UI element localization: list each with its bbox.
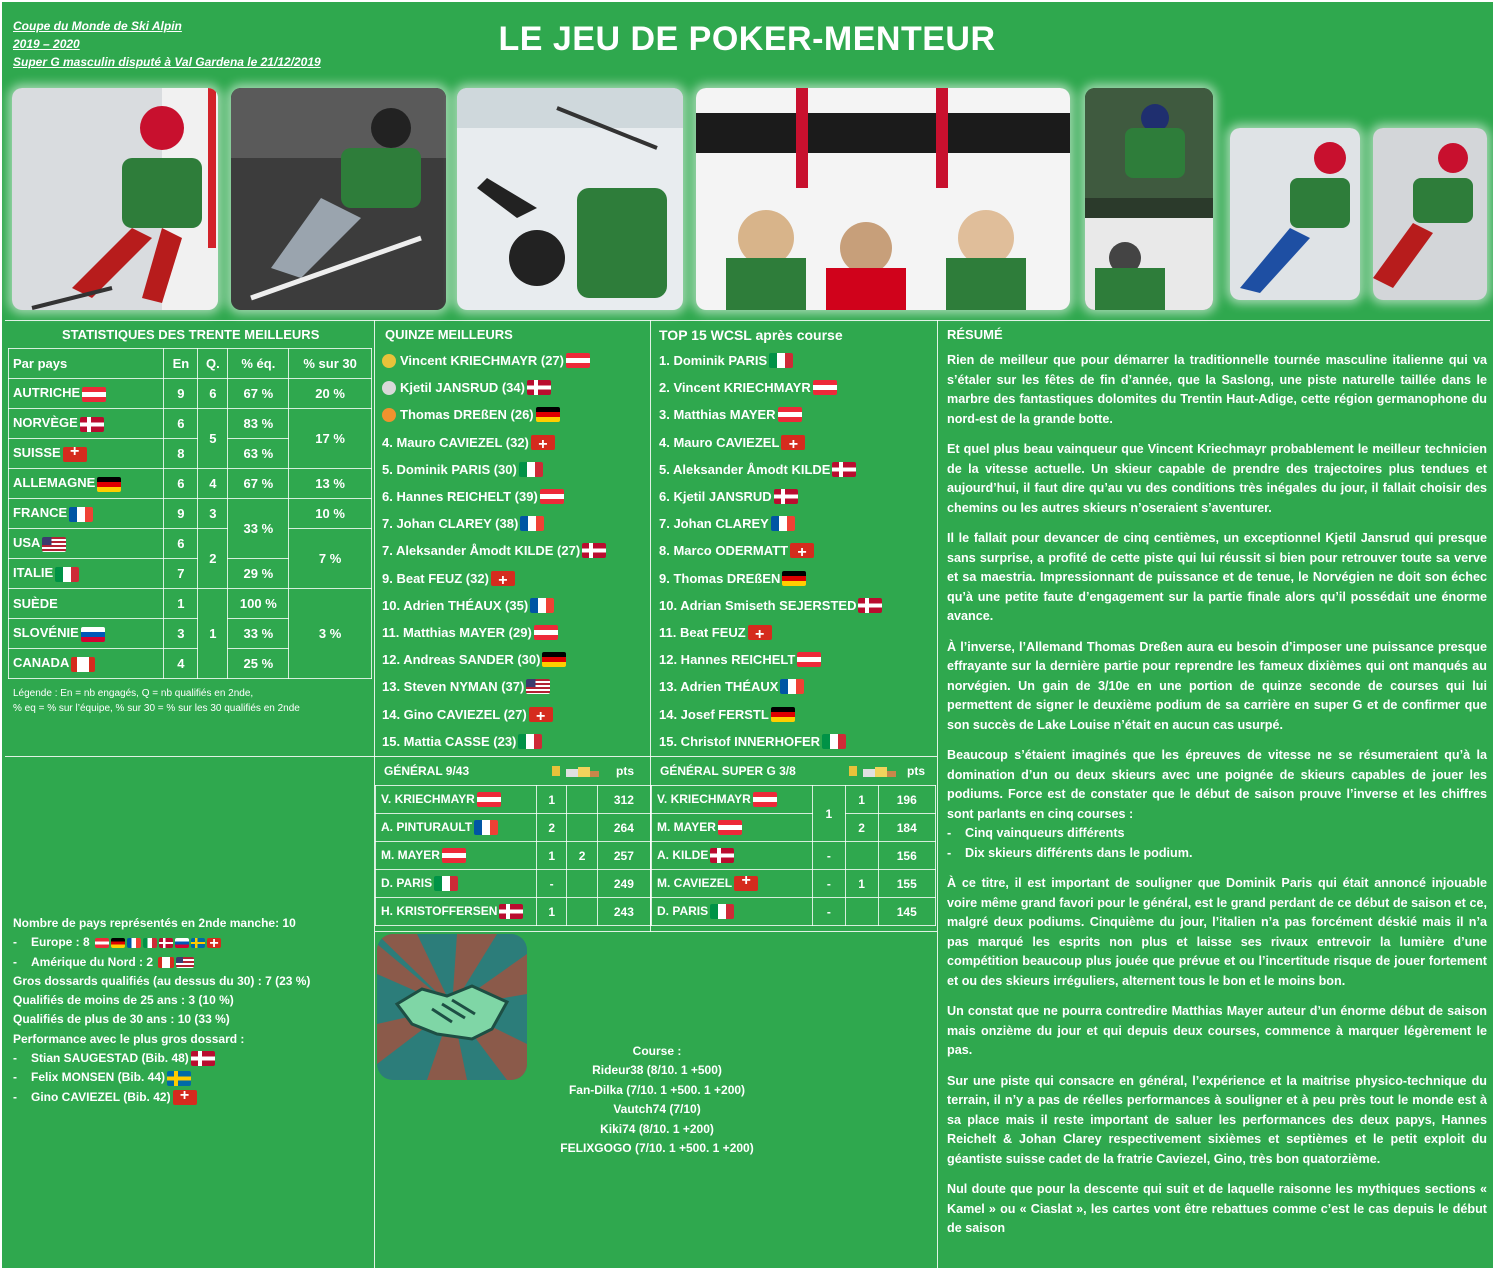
gen-v: 1 <box>537 786 567 814</box>
gen-p: 2 <box>567 842 597 870</box>
switzerland-flag-icon <box>207 938 221 948</box>
athlete-name: M. MAYER <box>381 847 440 862</box>
gen-pts: 249 <box>597 870 650 898</box>
athlete-name: D. PARIS <box>657 903 709 918</box>
list-item-text: 11. Matthias MAYER (29) <box>382 624 532 640</box>
austria-flag-icon <box>813 380 837 395</box>
norway-flag-icon <box>159 938 173 948</box>
france-flag-icon <box>780 679 804 694</box>
gen-pts: 184 <box>878 814 936 842</box>
list-item <box>382 510 647 537</box>
table-row <box>652 814 936 842</box>
silver-medal-icon <box>382 381 396 395</box>
list-item: - Cinq vainqueurs différents <box>965 824 1487 844</box>
stats-q: 4 <box>198 469 228 499</box>
table-row <box>376 842 651 870</box>
general-table <box>375 785 651 926</box>
table-row <box>9 499 372 529</box>
usa-flag-icon <box>176 957 194 968</box>
norway-flag-icon <box>527 380 551 395</box>
trophy-podium-icon <box>550 764 600 778</box>
list-item-text: 4. Mauro CAVIEZEL (32) <box>382 434 529 450</box>
switzerland-flag-icon <box>173 1090 197 1105</box>
austria-flag-icon <box>566 353 590 368</box>
list-item <box>13 1068 373 1087</box>
list-item: Fan-Dilka (7/10. 1 +500. 1 +200) <box>568 1082 746 1097</box>
italy-flag-icon <box>518 734 542 749</box>
list-item <box>659 700 934 727</box>
photo-skier-austria <box>12 88 218 310</box>
gen-pts: 257 <box>597 842 650 870</box>
stats-eq: 67 % <box>228 469 289 499</box>
gen-pts: 312 <box>597 786 650 814</box>
stats-en: 8 <box>164 439 198 469</box>
list-item <box>659 374 934 401</box>
course-block <box>482 1042 832 1158</box>
list-item <box>659 619 934 646</box>
athlete-name: V. KRIECHMAYR <box>381 791 475 806</box>
facts-europe-text: Europe : 8 <box>31 935 90 950</box>
gen-v: 1 <box>813 786 846 842</box>
switzerland-flag-icon <box>781 435 805 450</box>
list-item <box>382 537 647 564</box>
stats-s30: 17 % <box>289 409 372 469</box>
list-item <box>659 728 934 755</box>
usa-flag-icon <box>526 679 550 694</box>
stats-en: 6 <box>164 529 198 559</box>
resume-paragraph: À l’inverse, l’Allemand Thomas Dreßen aura eu besoin d’imposer une puissance presque effrayante sur la dernière partie pour reprendre les fameux dixièmes qui ont manqués au norvégien. Un gain de 3/10e en une portion de quinze seconde de courses qui lui permettent de signer le deuxième podium de sa carrière en super G et de confirmer que son succès de Lake Louise n’était en aucun cas usurpé. <box>947 639 1487 732</box>
list-item <box>382 429 647 456</box>
legend-line-1: Légende : En = nb engagés, Q = nb qualifiés en 2nde, <box>13 688 254 699</box>
athlete-name: A. KILDE <box>657 847 709 862</box>
page-title: LE JEU DE POKER-MENTEUR <box>498 20 996 58</box>
table-row <box>652 870 936 898</box>
general-sg-table <box>651 785 936 926</box>
sweden-flag-icon <box>167 1071 191 1086</box>
gen-p <box>845 842 878 870</box>
table-row <box>652 842 936 870</box>
germany-flag-icon <box>542 652 566 667</box>
austria-flag-icon <box>534 625 558 640</box>
list-item-text: 5. Aleksander Åmodt KILDE <box>659 461 831 477</box>
list-item-text: Kjetil JANSRUD (34) <box>400 380 525 396</box>
list-item-text: 7. Johan CLAREY <box>659 516 769 532</box>
list-item-text: 15. Christof INNERHOFER <box>659 733 821 749</box>
gen-p: 1 <box>845 786 878 814</box>
norway-flag-icon <box>582 543 606 558</box>
facts-countries: Nombre de pays représentés en 2nde manche: 10 <box>13 916 296 930</box>
list-item: Kiki74 (8/10. 1 +200) <box>600 1121 714 1136</box>
list-item <box>659 456 934 483</box>
italy-flag-icon <box>143 938 157 948</box>
athlete-name: M. MAYER <box>657 819 716 834</box>
austria-flag-icon <box>797 652 821 667</box>
event-header <box>13 17 321 71</box>
italy-flag-icon <box>769 353 793 368</box>
france-flag-icon <box>530 598 554 613</box>
list-item <box>659 429 934 456</box>
list-item <box>382 347 647 374</box>
header-line-3: Super G masculin disputé à Val Gardena le 21/12/2019 <box>13 55 321 69</box>
bronze-medal-icon <box>382 408 396 422</box>
athlete-name: V. KRIECHMAYR <box>657 791 751 806</box>
list-item <box>382 592 647 619</box>
table-row <box>376 814 651 842</box>
list-item <box>382 673 647 700</box>
facts-america <box>13 953 373 972</box>
slovenia-flag-icon <box>175 938 189 948</box>
germany-flag-icon <box>782 571 806 586</box>
stats-eq: 83 % <box>228 409 289 439</box>
stats-header-q: Q. <box>198 349 228 379</box>
general-sg-pts-label: pts <box>907 764 925 778</box>
quinze-list <box>382 347 647 755</box>
stats-title: STATISTIQUES DES TRENTE MEILLEURS <box>62 327 320 342</box>
athlete-name: A. PINTURAULT <box>381 819 473 834</box>
list-item-text: 6. Kjetil JANSRUD <box>659 489 772 505</box>
italy-flag-icon <box>822 734 846 749</box>
photo-skier-germany <box>457 88 683 310</box>
resume-paragraph: Sur une piste qui consacre en général, l’expérience et la maitrise physico-technique du terrain, il n’y a pas de réelles performances à souligner et à peu près tout le monde est à sa place mais il reste important de saluer les performances des deux papys, Hannes Reichelt & Johan Clarey respectivement sixièmes et septièmes et le petit exploit du géantiste suisse cadet de la fratrie Caviezel, Gino, très bon quatorzième. <box>947 1073 1487 1166</box>
canada-flag-icon <box>71 657 95 672</box>
table-row <box>9 589 372 619</box>
list-item-text: 8. Marco ODERMATT <box>659 543 789 559</box>
list-item <box>13 1049 373 1068</box>
general-sg-title: GÉNÉRAL SUPER G 3/8 <box>660 764 796 778</box>
list-item-text: 4. Mauro CAVIEZEL <box>659 434 780 450</box>
resume-paragraph: Et quel plus beau vainqueur que Vincent Kriechmayr probablement le meilleur technicien de la vitesse actuelle. Un skieur capable de prendre des trajectoires plus tendues et aujourd’hui, il faut dire qu’au vu des conditions très inégales du jour, il fallait choisir des chemins ou les autres skieurs n’oseraient s’aventurer. <box>947 442 1487 515</box>
photo-skier-switzerland <box>1085 88 1213 310</box>
trophy-podium-icon <box>847 764 897 778</box>
wcsl-title: TOP 15 WCSL après course <box>659 327 843 343</box>
list-item-text: 6. Hannes REICHELT (39) <box>382 489 538 505</box>
gen-pts: 155 <box>878 870 936 898</box>
switzerland-flag-icon <box>529 707 553 722</box>
list-item-text: 9. Beat FEUZ (32) <box>382 570 489 586</box>
country-name: NORVÈGE <box>13 415 78 431</box>
switzerland-flag-icon <box>491 571 515 586</box>
country-name: ALLEMAGNE <box>13 475 96 491</box>
gen-pts: 156 <box>878 842 936 870</box>
gen-p <box>567 814 597 842</box>
norway-flag-icon <box>499 904 523 919</box>
list-item-text: 13. Steven NYMAN (37) <box>382 679 525 695</box>
list-item <box>659 401 934 428</box>
athlete-name: H. KRISTOFFERSEN <box>381 903 498 918</box>
norway-flag-icon <box>774 489 798 504</box>
list-item: FELIXGOGO (7/10. 1 +500. 1 +200) <box>560 1141 754 1156</box>
wcsl-list <box>659 347 934 755</box>
stats-header-eq: % éq. <box>228 349 289 379</box>
stats-s30: 20 % <box>289 379 372 409</box>
italy-flag-icon <box>519 462 543 477</box>
facts-block <box>13 914 373 1107</box>
list-item <box>659 565 934 592</box>
list-item <box>659 646 934 673</box>
list-item <box>382 401 647 428</box>
france-flag-icon <box>69 507 93 522</box>
stats-s30: 10 % <box>289 499 372 529</box>
facts-performance: Performance avec le plus gros dossard : <box>13 1031 245 1046</box>
list-item <box>382 374 647 401</box>
general-pts-label: pts <box>616 764 634 778</box>
perf-text: Stian SAUGESTAD (Bib. 48) <box>31 1051 189 1066</box>
table-row <box>376 898 651 926</box>
gen-v: 1 <box>537 842 567 870</box>
list-item-text: 7. Johan CLAREY (38) <box>382 516 519 532</box>
divider-col3 <box>937 320 938 1268</box>
gen-v: 1 <box>537 898 567 926</box>
norway-flag-icon <box>80 417 104 432</box>
germany-flag-icon <box>111 938 125 948</box>
stats-legend <box>13 686 373 716</box>
resume-paragraph: À ce titre, il est important de souligner que Dominik Paris qui était annoncé injouable voire même grand favori pour le général, est le grand perdant de ce début de saison et ce, malgré deux podiums. Cinquième du jour, l’italien n’a pas forcément déskié mais il n’a pas marqué les esprits non plus et laisse ses rivaux entrevoir la lumière d’une compétition beaucoup plus jouée que prévue et ou l’incertitude risque de jouer fortement et ou des skieurs irréguliers, alternent tous le bon et le moins bon. <box>947 876 1487 988</box>
divider-top <box>5 320 1490 321</box>
france-flag-icon <box>474 820 498 835</box>
gen-p: 2 <box>845 814 878 842</box>
country-name: FRANCE <box>13 505 68 521</box>
country-name: ITALIE <box>13 565 54 581</box>
header-line-2: 2019 – 2020 <box>13 37 80 51</box>
course-title: Course : <box>632 1044 682 1058</box>
gen-v: - <box>537 870 567 898</box>
list-item <box>382 728 647 755</box>
stats-header-en: En <box>164 349 198 379</box>
stats-eq: 100 % <box>228 589 289 619</box>
stats-en: 9 <box>164 499 198 529</box>
stats-s30: 13 % <box>289 469 372 499</box>
norway-flag-icon <box>832 462 856 477</box>
stats-en: 7 <box>164 559 198 589</box>
perf-text: Felix MONSEN (Bib. 44) <box>31 1070 166 1085</box>
stats-en: 1 <box>164 589 198 619</box>
facts-america-text: Amérique du Nord : 2 <box>31 954 154 969</box>
gen-pts: 196 <box>878 786 936 814</box>
list-item-text: 11. Beat FEUZ <box>659 624 746 640</box>
facts-europe <box>13 933 373 952</box>
list-item <box>382 456 647 483</box>
list-item-text: 7. Aleksander Åmodt KILDE (27) <box>382 543 581 559</box>
germany-flag-icon <box>97 477 121 492</box>
gold-medal-icon <box>382 354 396 368</box>
list-item-text: 14. Gino CAVIEZEL (27) <box>382 706 527 722</box>
germany-flag-icon <box>771 707 795 722</box>
norway-flag-icon <box>191 1051 215 1066</box>
athlete-name: D. PARIS <box>381 875 433 890</box>
stats-q: 6 <box>198 379 228 409</box>
list-item-text: 9. Thomas DREßEN <box>659 570 781 586</box>
france-flag-icon <box>771 516 795 531</box>
gen-p <box>567 870 597 898</box>
stats-header-country: Par pays <box>9 349 164 379</box>
gen-pts: 264 <box>597 814 650 842</box>
legend-line-2: % eq = % sur l’équipe, % sur 30 = % sur les 30 qualifiés en 2nde <box>13 703 300 714</box>
norway-flag-icon <box>858 598 882 613</box>
resume-paragraph: Beaucoup s’étaient imaginés que les épreuves de vitesse ne se résumeraient qu’à la domination d’un ou deux skieurs avec une poignée de skieurs capables de jouer les podiums. Force est de constater que le début de saison prouve l’inverse et les chiffres sont parlants en cinq courses : <box>947 748 1487 821</box>
gen-pts: 243 <box>597 898 650 926</box>
photo-skier-norway <box>231 88 446 310</box>
resume-paragraph: Un constat que ne pourra contredire Matthias Mayer auteur d’un énorme début de saison mais onzième du jour et qui depuis deux courses, commence à marquer légèrement le pas. <box>947 1004 1487 1057</box>
list-item <box>659 347 934 374</box>
list-item-text: Thomas DREßEN (26) <box>400 407 534 423</box>
sweden-flag-icon <box>191 938 205 948</box>
photo-podium <box>696 88 1070 310</box>
athlete-name: M. CAVIEZEL <box>657 875 733 890</box>
austria-flag-icon <box>477 792 501 807</box>
divider-mid <box>5 756 937 757</box>
austria-flag-icon <box>82 387 106 402</box>
table-row <box>9 409 372 439</box>
list-item-text: 15. Mattia CASSE (23) <box>382 733 517 749</box>
france-flag-icon <box>520 516 544 531</box>
stats-en: 6 <box>164 409 198 439</box>
stats-table <box>8 348 372 679</box>
stats-header-s30: % sur 30 <box>289 349 372 379</box>
gen-p <box>567 898 597 926</box>
country-name: USA <box>13 535 41 551</box>
list-item-text: 10. Adrien THÉAUX (35) <box>382 597 529 613</box>
list-item-text: 14. Josef FERSTL <box>659 706 769 722</box>
list-item <box>13 1088 373 1107</box>
page <box>2 2 1493 1268</box>
stats-s30: 7 % <box>289 529 372 589</box>
general-title: GÉNÉRAL 9/43 <box>384 764 470 778</box>
list-item: Vautch74 (7/10) <box>613 1102 701 1117</box>
table-row <box>9 529 372 559</box>
list-item <box>382 700 647 727</box>
italy-flag-icon <box>434 876 458 891</box>
stats-s30: 3 % <box>289 589 372 679</box>
list-item <box>659 510 934 537</box>
list-item <box>382 483 647 510</box>
stats-q: 3 <box>198 499 228 529</box>
table-row <box>652 898 936 926</box>
gen-p <box>845 898 878 926</box>
stats-en: 3 <box>164 619 198 649</box>
table-row <box>652 786 936 814</box>
switzerland-flag-icon <box>748 625 772 640</box>
italy-flag-icon <box>55 567 79 582</box>
country-name: SLOVÉNIE <box>13 625 79 641</box>
list-item-text: 12. Hannes REICHELT <box>659 652 796 668</box>
list-item <box>659 592 934 619</box>
austria-flag-icon <box>95 938 109 948</box>
quinze-title: QUINZE MEILLEURS <box>385 327 513 342</box>
table-row <box>9 469 372 499</box>
list-item <box>382 646 647 673</box>
slovenia-flag-icon <box>81 627 105 642</box>
stats-q: 2 <box>198 529 228 589</box>
stats-eq: 29 % <box>228 559 289 589</box>
gen-v: - <box>813 898 846 926</box>
country-name: AUTRICHE <box>13 385 81 401</box>
list-item-text: 12. Andreas SANDER (30) <box>382 652 541 668</box>
list-item <box>659 537 934 564</box>
resume-paragraph: Il le fallait pour devancer de cinq centièmes, un exceptionnel Kjetil Jansrud qui presque sans surprise, a profité de cette piste qui lui réussit si bien pour retrouver toute sa verve et sa maestria. Impressionnant de puissance et de tenue, le Norvégien ne doit son échec qu’à une petite faute d’engagement sur la partie finale alors qu’il possédait une énorme avance. <box>947 531 1487 623</box>
photo-skier-france <box>1230 128 1360 300</box>
divider-gen-bottom <box>375 931 937 932</box>
gen-pts: 145 <box>878 898 936 926</box>
italy-flag-icon <box>710 904 734 919</box>
list-item-text: 10. Adrian Smiseth SEJERSTED <box>659 597 857 613</box>
gen-v: - <box>813 870 846 898</box>
list-item-text: 3. Matthias MAYER <box>659 407 776 423</box>
facts-plus-30: Qualifiés de plus de 30 ans : 10 (33 %) <box>13 1012 230 1027</box>
resume-paragraph: Nul doute que pour la descente qui suit et de laquelle raisonne les mythiques sections « Kamel » ou « Ciaslat », les cartes vont être rebattues comme c’est le cas depuis le début de saison <box>947 1182 1487 1235</box>
facts-moins-25: Qualifiés de moins de 25 ans : 3 (10 %) <box>13 993 234 1008</box>
list-item-text: 2. Vincent KRIECHMAYR <box>659 380 811 396</box>
table-row <box>9 379 372 409</box>
germany-flag-icon <box>536 407 560 422</box>
france-flag-icon <box>127 938 141 948</box>
switzerland-flag-icon <box>531 435 555 450</box>
resume-text <box>947 351 1487 1250</box>
austria-flag-icon <box>718 820 742 835</box>
table-row <box>376 786 651 814</box>
header-line-1: Coupe du Monde de Ski Alpin <box>13 19 182 33</box>
switzerland-flag-icon <box>734 876 758 891</box>
switzerland-flag-icon <box>790 543 814 558</box>
norway-flag-icon <box>710 848 734 863</box>
facts-gros-dossards: Gros dossards qualifiés (au dessus du 30) : 7 (23 %) <box>13 973 311 988</box>
resume-title: RÉSUMÉ <box>947 327 1003 342</box>
resume-paragraph: Rien de meilleur que pour démarrer la traditionnelle tournée masculine italienne qui va s’étaler sur les fêtes de fin d’année, que la Saslong, une piste naturelle taillée dans le marbre des fantastiques dolomites du Trentin Haut-Adige, cette région germanophone du nord-est de la grande botte. <box>947 353 1487 426</box>
gen-v: 2 <box>537 814 567 842</box>
country-name: SUISSE <box>13 445 61 461</box>
canada-flag-icon <box>158 957 174 968</box>
stats-eq: 33 % <box>228 499 289 559</box>
stats-en: 4 <box>164 649 198 679</box>
list-item: - Dix skieurs différents dans le podium. <box>965 844 1487 864</box>
stats-q: 5 <box>198 409 228 469</box>
stats-eq: 33 % <box>228 619 289 649</box>
list-item-text: Vincent KRIECHMAYR (27) <box>400 353 564 369</box>
gen-v: - <box>813 842 846 870</box>
switzerland-flag-icon <box>63 447 87 462</box>
resume-bullets <box>947 824 1487 863</box>
list-item-text: 5. Dominik PARIS (30) <box>382 461 517 477</box>
stats-eq: 63 % <box>228 439 289 469</box>
austria-flag-icon <box>442 848 466 863</box>
stats-q: 1 <box>198 589 228 679</box>
stats-eq: 25 % <box>228 649 289 679</box>
stats-eq: 67 % <box>228 379 289 409</box>
austria-flag-icon <box>540 489 564 504</box>
list-item-text: 1. Dominik PARIS <box>659 353 768 369</box>
stats-en: 9 <box>164 379 198 409</box>
list-item: Rideur38 (8/10. 1 +500) <box>592 1063 722 1078</box>
perf-text: Gino CAVIEZEL (Bib. 42) <box>31 1089 171 1104</box>
list-item <box>382 565 647 592</box>
list-item <box>659 673 934 700</box>
photo-skier-austria-2 <box>1373 128 1487 300</box>
austria-flag-icon <box>753 792 777 807</box>
country-name: CANADA <box>13 655 70 671</box>
list-item <box>382 619 647 646</box>
stats-en: 6 <box>164 469 198 499</box>
austria-flag-icon <box>778 407 802 422</box>
country-name: SUÈDE <box>13 596 58 611</box>
list-item-text: 13. Adrien THÉAUX <box>659 679 779 695</box>
gen-p: 1 <box>845 870 878 898</box>
list-item <box>659 483 934 510</box>
gen-p <box>567 786 597 814</box>
table-row <box>376 870 651 898</box>
usa-flag-icon <box>42 537 66 552</box>
